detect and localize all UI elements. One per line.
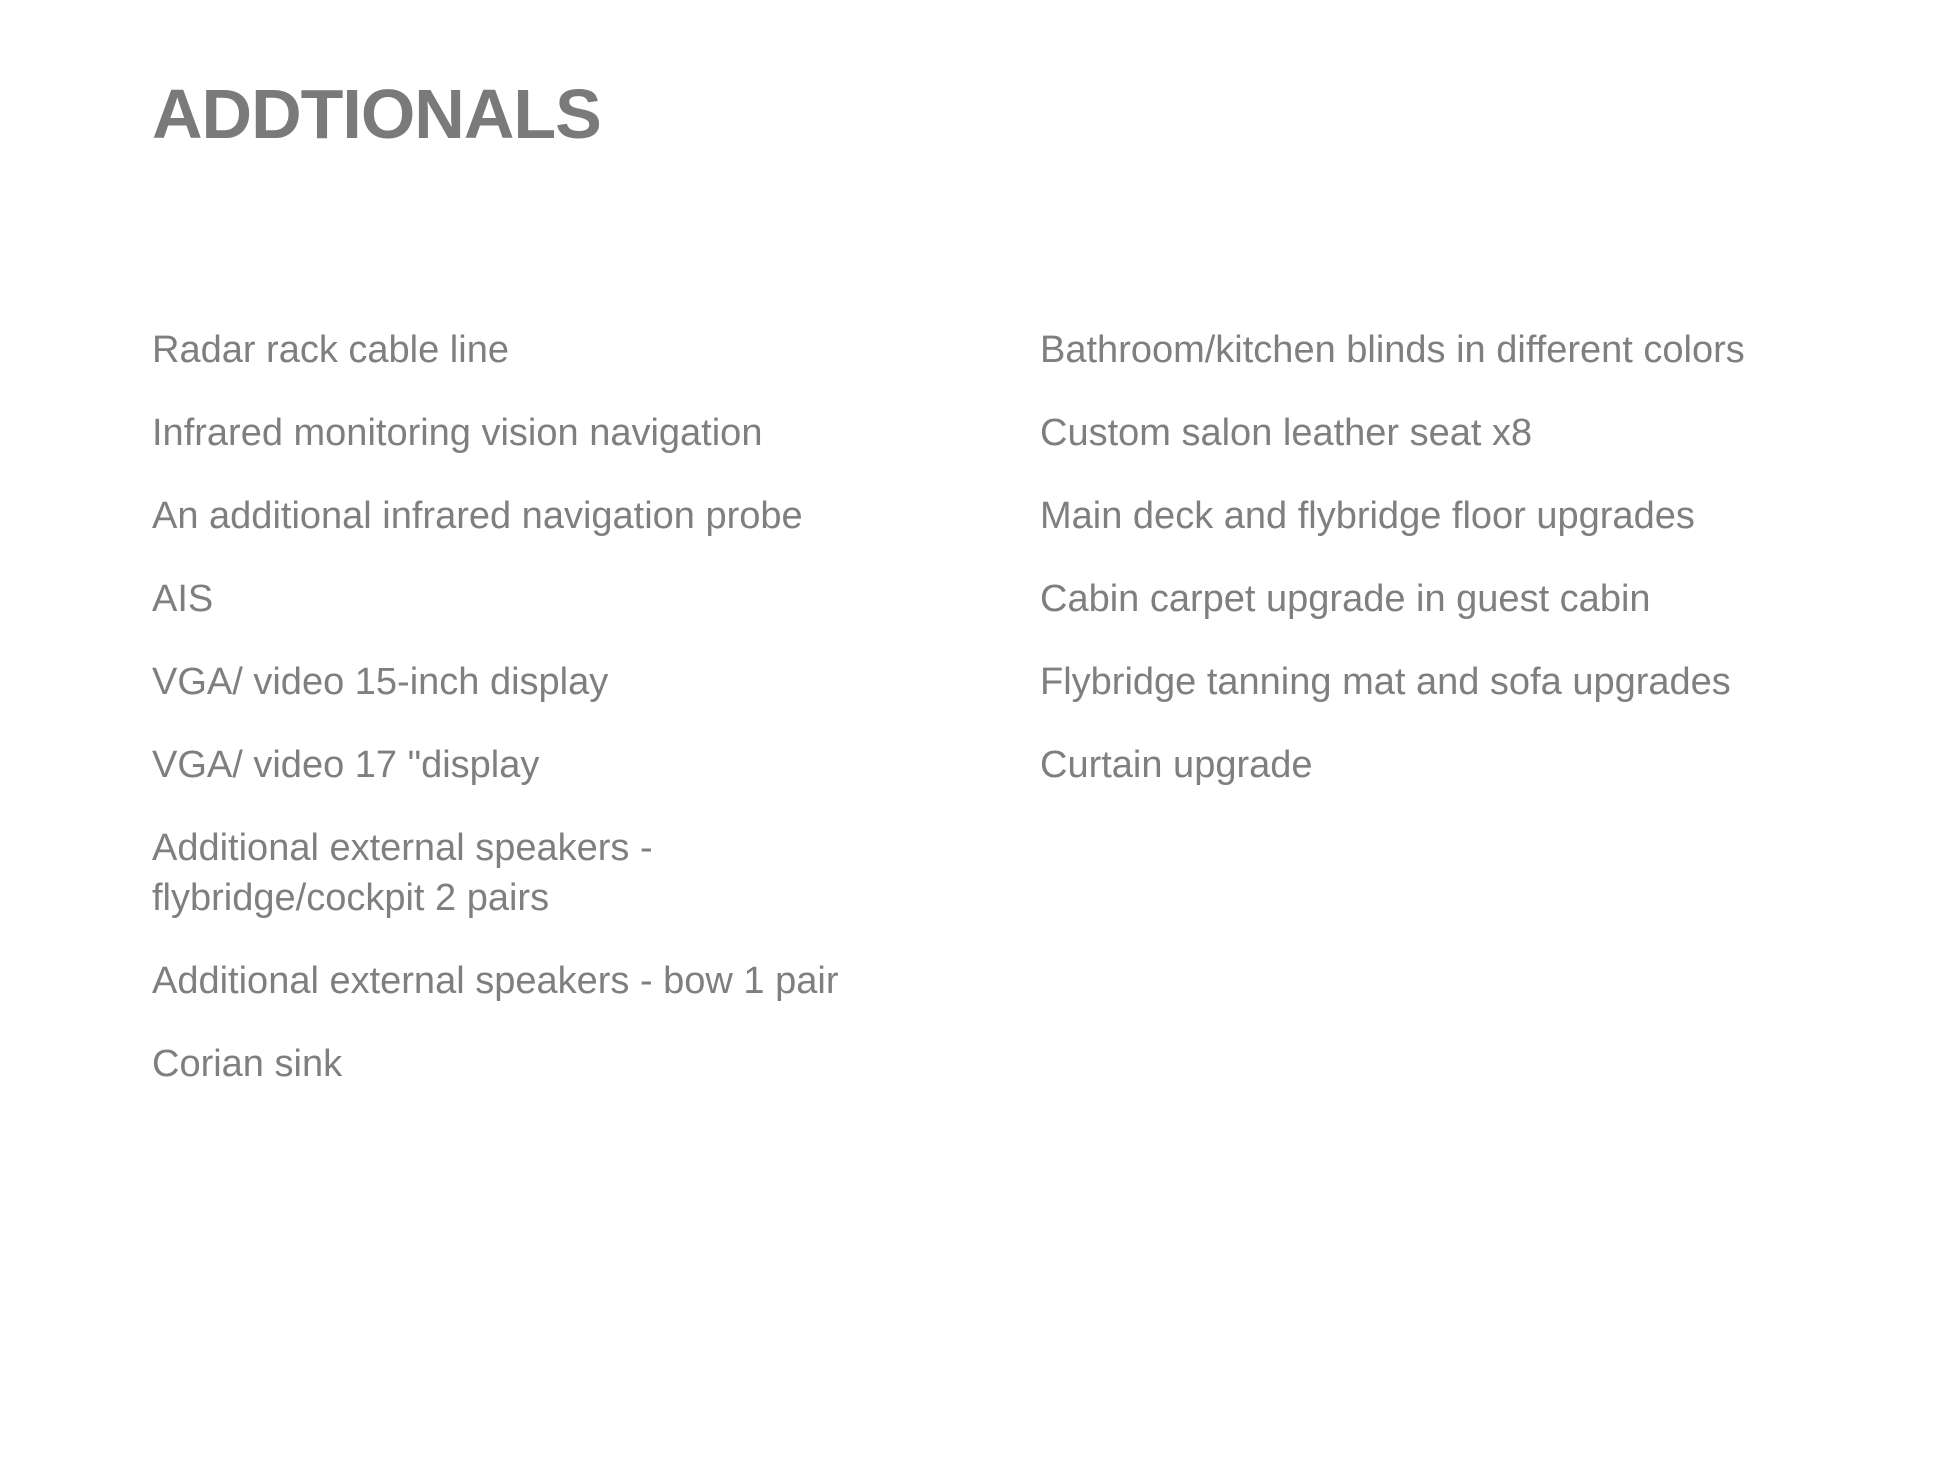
right-item-list — [1040, 325, 1840, 823]
list-item: Flybridge tanning mat and sofa upgrades — [1040, 661, 1731, 703]
list-item: Radar rack cable line — [152, 329, 509, 371]
list-item: Curtain upgrade — [1040, 744, 1313, 786]
page-title: ADDTIONALS — [152, 75, 601, 153]
list-item: An additional infrared navigation probe — [152, 495, 803, 537]
list-item: Custom salon leather seat x8 — [1040, 412, 1533, 454]
list-item: Infrared monitoring vision navigation — [152, 412, 763, 454]
list-item: Additional external speakers - bow 1 pair — [152, 960, 839, 1002]
list-item: Additional external speakers - flybridge/cockpit 2 pairs — [152, 827, 653, 919]
list-item: Bathroom/kitchen blinds in different colors — [1040, 329, 1745, 371]
list-item: Main deck and flybridge floor upgrades — [1040, 495, 1695, 537]
left-item-list — [152, 325, 912, 1122]
list-item: Corian sink — [152, 1043, 343, 1085]
list-item: AIS — [152, 578, 214, 620]
list-item: VGA/ video 17 "display — [152, 744, 540, 786]
list-item: Cabin carpet upgrade in guest cabin — [1040, 578, 1651, 620]
list-item: VGA/ video 15-inch display — [152, 661, 609, 703]
